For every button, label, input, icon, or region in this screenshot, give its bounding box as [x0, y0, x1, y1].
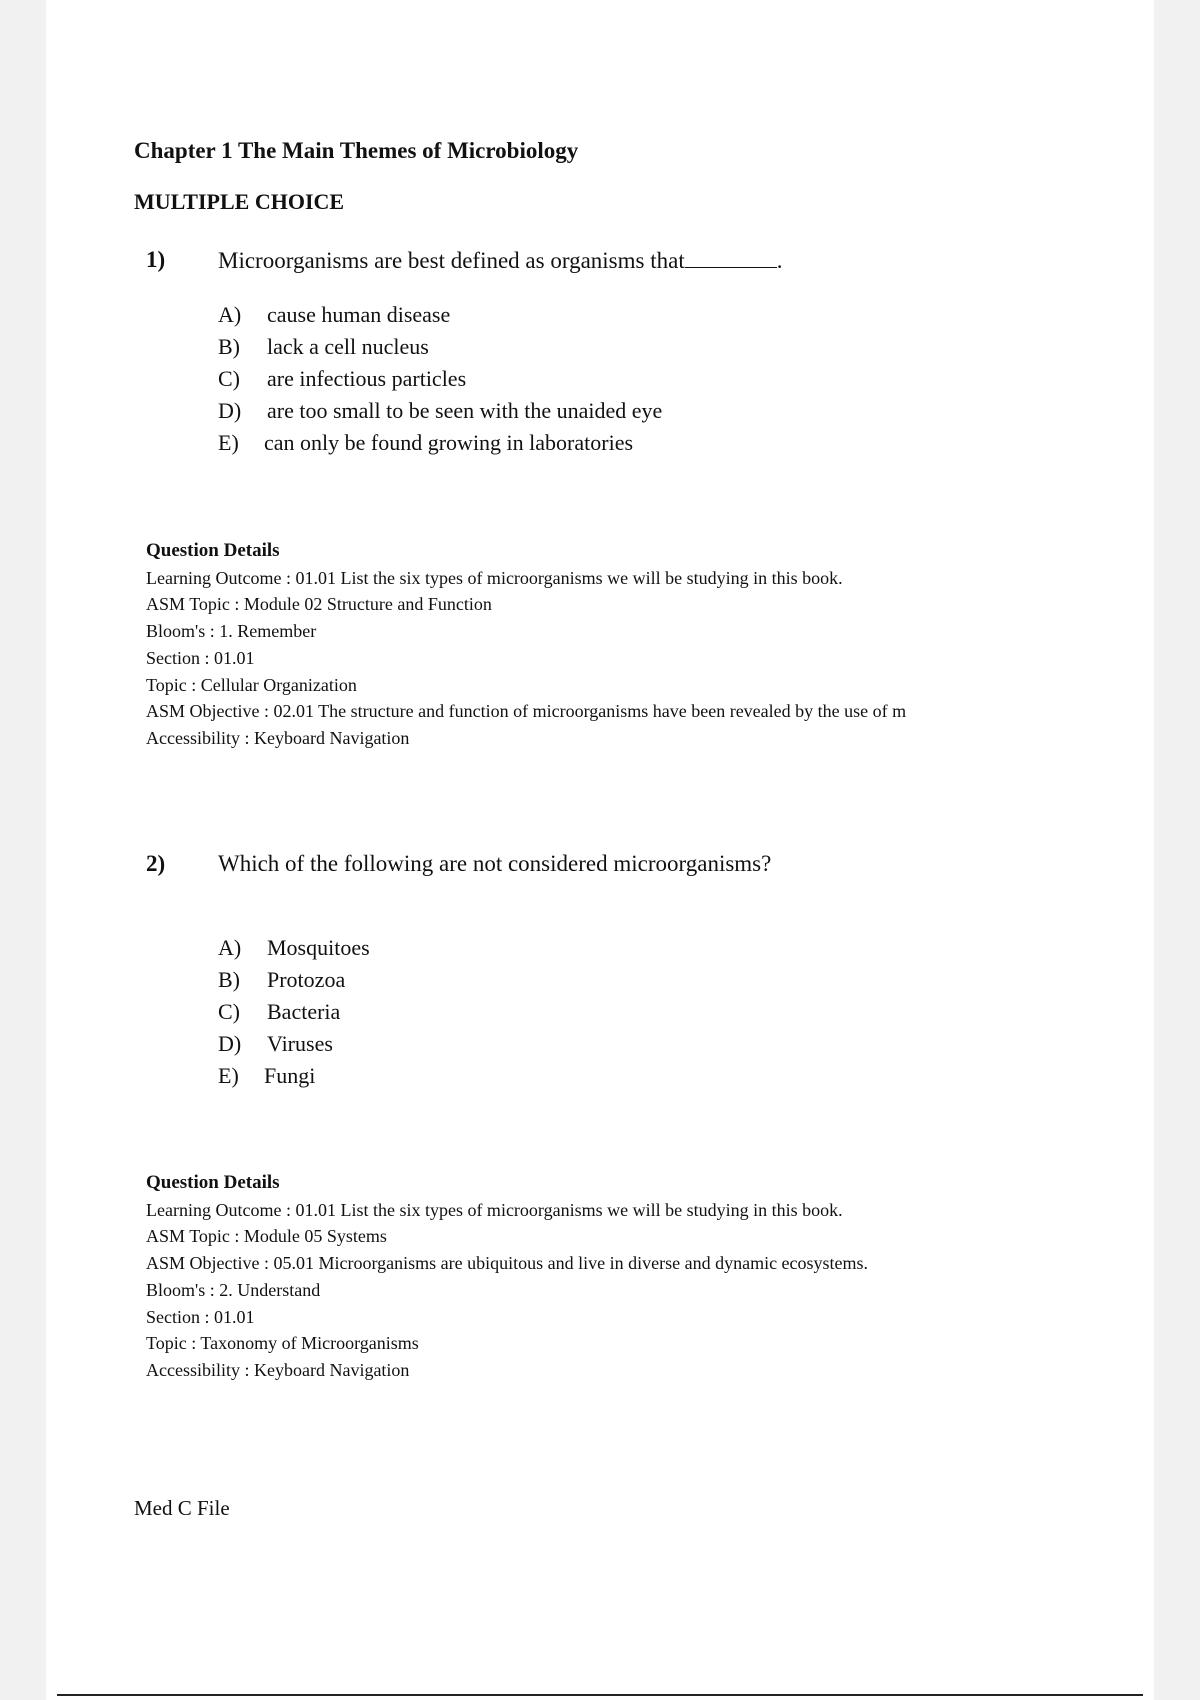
option-text: Protozoa	[267, 967, 346, 992]
question-text: Which of the following are not considered microorganisms?	[218, 851, 772, 876]
page-bottom-rule	[57, 1694, 1143, 1696]
option-text: Bacteria	[267, 999, 341, 1024]
detail-accessibility: Accessibility : Keyboard Navigation	[146, 1359, 410, 1380]
detail-learning-outcome: Learning Outcome : 01.01 List the six types of microorganisms we will be studying in this book.	[146, 1199, 843, 1220]
option-letter: B)	[218, 967, 240, 992]
detail-asm-topic: ASM Topic : Module 02 Structure and Function	[146, 594, 492, 615]
option-letter: C)	[218, 999, 240, 1024]
option-letter: D)	[218, 1031, 242, 1056]
detail-accessibility: Accessibility : Keyboard Navigation	[146, 727, 410, 748]
footer-text: Med C File	[134, 1496, 230, 1520]
option-letter: B)	[218, 334, 240, 359]
option-text: cause human disease	[267, 302, 451, 327]
question-1	[146, 247, 1046, 277]
detail-blooms: Bloom's : 2. Understand	[146, 1279, 321, 1300]
option-letter: A)	[218, 935, 242, 960]
option-text: Viruses	[267, 1031, 333, 1056]
option-letter: A)	[218, 302, 242, 327]
section-heading: MULTIPLE CHOICE	[134, 189, 345, 214]
question-number: 1)	[146, 247, 166, 272]
detail-topic: Topic : Cellular Organization	[146, 674, 357, 695]
question-number: 2)	[146, 851, 166, 876]
detail-learning-outcome: Learning Outcome : 01.01 List the six types of microorganisms we will be studying in this book.	[146, 567, 843, 588]
question-details-2	[146, 1170, 1046, 1384]
option-letter: C)	[218, 366, 240, 391]
chapter-title: Chapter 1 The Main Themes of Microbiology	[134, 138, 579, 163]
option-letter: E)	[218, 1063, 239, 1088]
detail-asm-objective: ASM Objective : 02.01 The structure and function of microorganisms have been revealed by the use of m	[146, 701, 907, 722]
detail-topic: Topic : Taxonomy of Microorganisms	[146, 1333, 419, 1354]
detail-asm-objective: ASM Objective : 05.01 Microorganisms are ubiquitous and live in diverse and dynamic ecosystems.	[146, 1253, 869, 1274]
details-title: Question Details	[146, 1172, 280, 1193]
question-text: Microorganisms are best defined as organisms that .	[218, 248, 783, 273]
details-title: Question Details	[146, 540, 280, 561]
option-text: are too small to be seen with the unaided eye	[267, 398, 663, 423]
question-details-1	[146, 538, 1046, 752]
option-text: Fungi	[264, 1063, 316, 1088]
detail-section: Section : 01.01	[146, 647, 255, 668]
detail-blooms: Bloom's : 1. Remember	[146, 621, 317, 642]
option-text: are infectious particles	[267, 366, 467, 391]
question-2	[146, 851, 1046, 881]
answer-blank	[685, 247, 777, 268]
detail-section: Section : 01.01	[146, 1306, 255, 1327]
option-letter: E)	[218, 430, 239, 455]
option-text: lack a cell nucleus	[267, 334, 429, 359]
option-text: Mosquitoes	[267, 935, 370, 960]
detail-asm-topic: ASM Topic : Module 05 Systems	[146, 1226, 387, 1247]
option-letter: D)	[218, 398, 242, 423]
option-text: can only be found growing in laboratories	[264, 430, 634, 455]
